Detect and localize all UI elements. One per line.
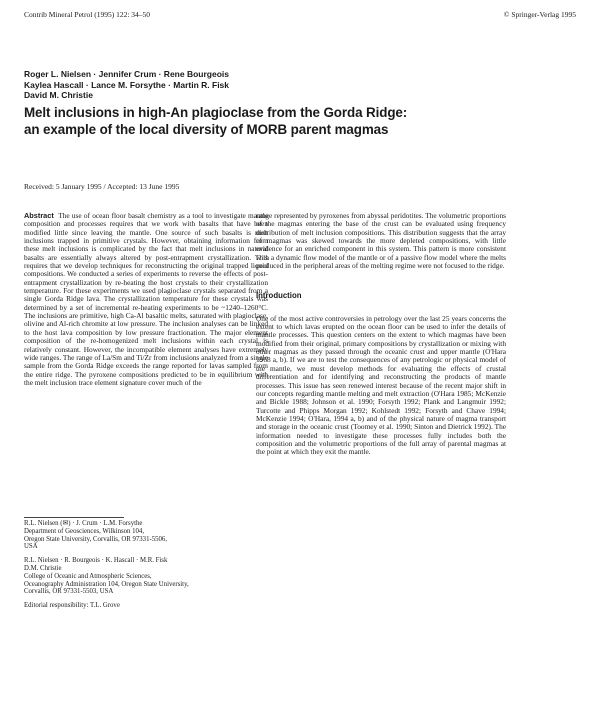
affiliation-line: R.L. Nielsen (✉) · J. Crum · L.M. Forsythe	[24, 520, 143, 527]
affiliation-line: Corvallis, OR 97331-5503, USA	[24, 588, 114, 596]
affiliations	[24, 520, 268, 610]
author-line: David M. Christie	[24, 90, 93, 100]
introduction-text: One of the most active controversies in petrology over the last 25 years concerns the extent to which lavas erupted on the ocean floor can be used to infer the details of mantle processes. This question centers on the extent to which magmas have been modified from their original, primary compositions by crystallization or mixing with other magmas as they passed through the oceanic crust and upper mantle (O'Hara 1968 a, b). If we are to test the consequences of any petrologic or physical model of the mantle, we must develop methods for evaluating the effects of crustal differentiation and for identifying and reconstructing the products of mantle processes. This issue has seen renewed interest because of the recent major shift in our concepts regarding mantle melting and melt extraction (O'Hara 1985; McKenzie and Bickle 1988; Johnson et al. 1990; Forsyth 1992; Plank and Langmuir 1992; Turcotte and Phipps Morgan 1992; Kohlstedt 1992; Forsyth and Chave 1994; McKenzie 1994; O'Hara, 1994 a, b) and of the physical nature of magma transport and storage in the oceanic crust (Toomey et al. 1990; Sinton and Dietrick 1992). The information needed to investigate these processes fully includes both the composition and the volumetric proportions of the full array of parental magmas at the point at which they exit the mantle.	[256, 313, 506, 457]
affiliation-block	[24, 557, 268, 596]
affiliation-line: D.M. Christie	[24, 564, 62, 572]
article-title	[24, 104, 584, 138]
affiliation-line: Oregon State University, Corvallis, OR 97331-5506,	[24, 535, 168, 543]
author-line: Kaylea Hascall · Lance M. Forsythe · Martin R. Fisk	[24, 79, 230, 90]
affiliation-line: R.L. Nielsen · R. Bourgeois · K. Hascall · M.R. Fisk	[24, 557, 168, 565]
affiliation-line: College of Oceanic and Atmospheric Sciences,	[24, 572, 152, 580]
abstract-label: Abstract	[24, 211, 54, 220]
title-line: Melt inclusions in high-An plagioclase from the Gorda Ridge:	[24, 105, 408, 120]
footnote-divider	[24, 517, 124, 518]
affiliation-line: Department of Geosciences, Wilkinson 104,	[24, 527, 145, 535]
abstract-paragraph	[24, 212, 268, 387]
affiliation-line: Oceanography Administration 104, Oregon State University,	[24, 580, 189, 588]
introduction-heading: Introduction	[256, 291, 302, 301]
editorial-responsibility: Editorial responsibility: T.L. Grove	[24, 602, 120, 610]
affiliation-block	[24, 520, 268, 551]
left-column	[24, 212, 268, 387]
abstract-text: The use of ocean floor basalt chemistry as a tool to investigate mantle composition and processes requires that we work with basalts that have been modified little since leaving the mantle. One source of such basalts is melt inclusions trapped in primitive crystals. However, obtaining information from these melt inclusions is complicated by the fact that melt inclusions in natural basalts are essentially always altered by post-entrapment crystallization. This requires that we develop techniques for reconstructing the original trapped liquid compositions. We conducted a series of experiments to reverse the effects of post-entrapment crystallization by re-heating the host crystals to their crystallization temperature. For these experiments we used plagioclase crystals separated from a single Gorda Ridge lava. The crystallization temperature for these crystals was determined by a set of incremental re-heating experiments to be ~1240–1260°C. The inclusions are primitive, high Ca-Al basaltic melts, saturated with plagioclase, olivine and Al-rich chromite at low pressure. The inclusion analyses can be linked to the host lava composition by low pressure fractionation. The major element composition of the re-homogenized melt inclusions within each crystal is relatively constant. However, the incompatible element analyses have extremely wide ranges. The range of La/Sm and Ti/Zr from inclusions analyzed from a single sample from the Gorda Ridge exceeds the range reported for lavas sampled from the entire ridge. The pyroxene compositions predicted to be in equilibrium with the melt inclusion trace element signature cover much of the	[24, 211, 269, 387]
title-line: an example of the local diversity of MORB parent magmas	[24, 122, 389, 137]
right-column	[256, 212, 506, 457]
author-line: Roger L. Nielsen · Jennifer Crum · Rene Bourgeois	[24, 69, 229, 79]
copyright-notice: © Springer-Verlag 1995	[503, 10, 576, 19]
abstract-continuation: range represented by pyroxenes from abyssal peridotites. The volumetric proportions of the magmas entering the base of the crust can be evaluated using frequency distribution of melt inclusion compositions. This distribution suggests that the array of magmas was skewed towards the more depleted compositions, with little evidence for an enriched component in this system. This pattern is more consistent with a dynamic flow model of the mantle or of a passive flow model where the melts produced in the peripheral areas of the melting regime were not focused to the ridge.	[256, 211, 506, 271]
journal-citation: Contrib Mineral Petrol (1995) 122: 34–50	[24, 10, 151, 19]
affiliation-line: USA	[24, 543, 38, 551]
author-list	[24, 69, 424, 101]
received-accepted-dates: Received: 5 January 1995 / Accepted: 13 June 1995	[24, 182, 180, 191]
